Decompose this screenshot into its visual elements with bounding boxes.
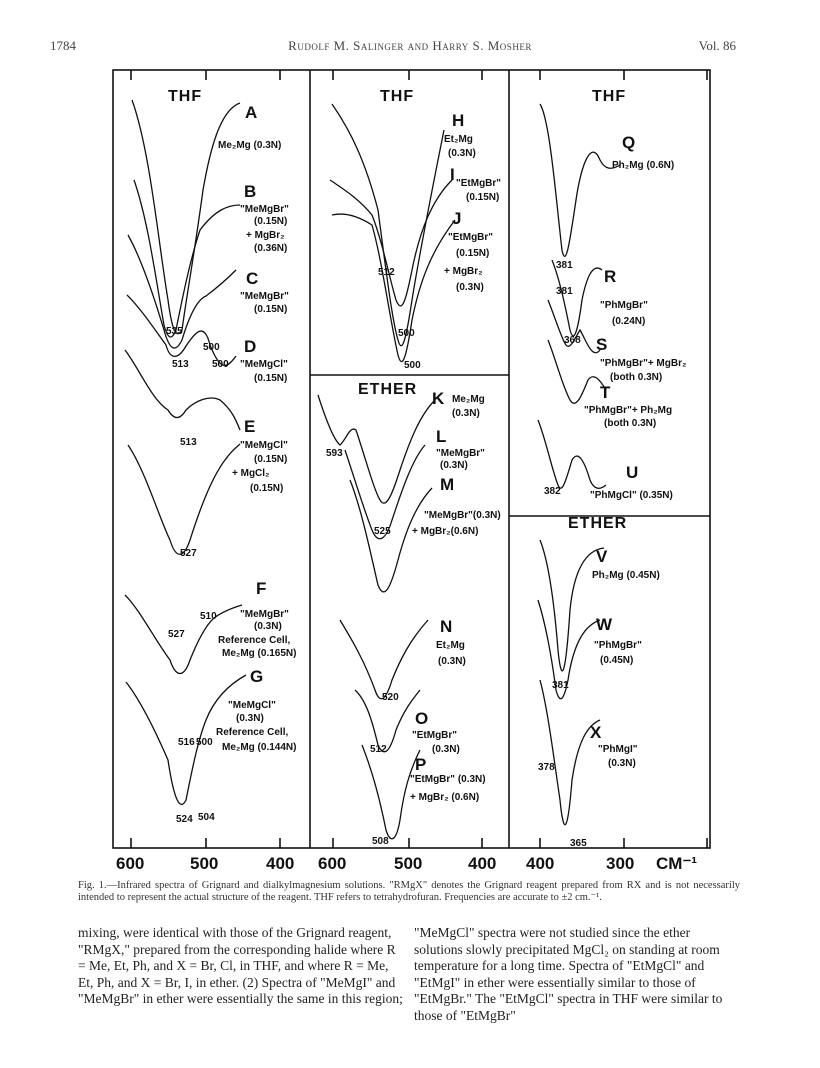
panel-1-title: THF: [168, 88, 203, 105]
spectrum-label: (both 0.3N): [610, 372, 663, 383]
body-column-right: [414, 925, 739, 1024]
spectrum-label: "MeMgCl": [240, 440, 288, 451]
tick-label: 600: [116, 854, 145, 873]
spectrum-letter: U: [626, 463, 639, 482]
spectrum-label: Me₂Mg (0.144N): [222, 742, 297, 753]
peak-label: 382: [544, 486, 561, 497]
peak-label: 500: [398, 328, 415, 339]
spectrum-label: "PhMgBr": [600, 300, 648, 311]
spectrum-letter: M: [440, 475, 455, 494]
spectrum-label: (0.15N): [466, 192, 500, 203]
panel-3-title: ETHER: [358, 381, 418, 398]
spectrum-letter: V: [596, 547, 608, 566]
tick-label: 300: [606, 854, 635, 873]
spectrum-label: (0.15N): [250, 483, 284, 494]
spectrum-traces: [125, 100, 620, 839]
trace-U: [538, 420, 606, 488]
peak-label: 500: [404, 360, 421, 371]
spectrum-label: "MeMgBr": [240, 204, 289, 215]
tick-label: 400: [468, 854, 497, 873]
trace-B: [134, 180, 240, 337]
peak-label: 378: [538, 762, 555, 773]
trace-N: [340, 620, 428, 699]
spectrum-letter: T: [600, 383, 611, 402]
figure-caption: Fig. 1.—Infrared spectra of Grignard and dialkylmagnesium solutions. "RMgX" denotes the Grignard reagent prepared from RX and is not necessarily intended to represent the actual structure of the reagent. THF refers to tetrahydrofuran. Frequencies are accurate to ±2 cm.⁻¹.: [78, 880, 740, 903]
axis-unit-label: CM⁻¹: [656, 854, 698, 873]
trace-A: [132, 100, 240, 334]
trace-L: [345, 445, 425, 539]
spectrum-label: (0.3N): [236, 713, 264, 724]
spectrum-letter: C: [246, 269, 259, 288]
spectrum-letter: X: [590, 723, 602, 742]
spectrum-label: "MeMgBr": [240, 291, 289, 302]
peak-label: 500: [196, 737, 213, 748]
body-paragraph: "MeMgCl" spectra were not studied since the ether solutions slowly precipitated MgCl₂ on standing at room temperature for a long time. Spectra of "EtMgCl" and "EtMgI" in ether were essentially similar to those of "EtMgBr." The "EtMgCl" spectra in THF were similar to those of "EtMgBr": [414, 925, 723, 1023]
spectrum-label: + MgBr₂ (0.6N): [410, 792, 480, 803]
spectrum-label: + MgCl₂: [232, 468, 270, 479]
panel-2-title: THF: [380, 88, 415, 105]
tick-label: 400: [526, 854, 555, 873]
spectrum-letter: L: [436, 427, 447, 446]
page-number: 1784: [50, 38, 76, 53]
trace-Q: [540, 104, 620, 256]
peak-label: 525: [374, 526, 391, 537]
running-head: Rudolf M. Salinger and Harry S. Mosher: [288, 38, 532, 53]
peak-label: 520: [382, 692, 399, 703]
spectrum-label: "EtMgBr": [448, 232, 494, 243]
spectrum-label: (0.15N): [254, 216, 288, 227]
volume-label: Vol. 86: [698, 38, 736, 53]
spectrum-letter: H: [452, 111, 465, 130]
spectrum-label: (0.15N): [254, 373, 288, 384]
spectrum-label: Ph₂Mg (0.45N): [592, 570, 660, 581]
trace-J: [332, 214, 455, 362]
trace-E2: [128, 444, 240, 554]
spectrum-label: (0.36N): [254, 243, 288, 254]
spectrum-label: "MeMgBr": [240, 609, 289, 620]
spectrum-label: Et₂Mg: [444, 134, 473, 145]
spectrum-label: (0.24N): [612, 316, 646, 327]
spectrum-label: "EtMgBr": [412, 730, 458, 741]
trace-X: [540, 680, 600, 825]
spectrum-letter: S: [596, 335, 608, 354]
peak-label: 513: [180, 437, 197, 448]
peak-label: 535: [166, 326, 183, 337]
peak-label: 510: [200, 611, 217, 622]
spectrum-label: "MeMgBr"(0.3N): [424, 510, 501, 521]
spectrum-letter: F: [256, 579, 267, 598]
peak-label: 365: [570, 838, 587, 849]
spectrum-label: (0.3N): [438, 656, 466, 667]
spectrum-label: Reference Cell,: [218, 635, 291, 646]
spectrum-label: Me₂Mg (0.165N): [222, 648, 297, 659]
spectrum-label: (0.3N): [440, 460, 468, 471]
spectrum-letter: R: [604, 267, 617, 286]
peak-label: 500: [212, 359, 229, 370]
spectrum-label: (0.3N): [432, 744, 460, 755]
spectrum-label: + MgBr₂(0.6N): [412, 526, 479, 537]
peak-label: 512: [378, 267, 395, 278]
panel-4-title: THF: [592, 88, 627, 105]
spectrum-label: (both 0.3N): [604, 418, 657, 429]
spectrum-label: (0.3N): [448, 148, 476, 159]
peak-label: 527: [180, 548, 197, 559]
spectrum-label: (0.3N): [452, 408, 480, 419]
spectrum-label: (0.15N): [456, 248, 490, 259]
spectrum-letter: A: [245, 103, 258, 122]
tick-label: 500: [394, 854, 423, 873]
peak-label: 593: [326, 448, 343, 459]
spectrum-label: "PhMgBr": [594, 640, 642, 651]
peak-label: 500: [203, 342, 220, 353]
peak-label: 527: [168, 629, 185, 640]
spectrum-label: "MeMgBr": [436, 448, 485, 459]
peak-label: 524: [176, 814, 193, 825]
spectrum-label: Et₂Mg: [436, 640, 465, 651]
spectrum-letter: I: [450, 165, 455, 184]
spectrum-letter: J: [452, 209, 462, 228]
peak-label: 368: [564, 335, 581, 346]
spectrum-label: "MeMgCl": [240, 359, 288, 370]
peak-label: 516: [178, 737, 195, 748]
trace-H: [332, 104, 444, 346]
spectrum-label: "EtMgBr": [456, 178, 502, 189]
peak-label: 512: [370, 744, 387, 755]
spectrum-label: "PhMgBr"+ MgBr₂: [600, 358, 687, 369]
spectrum-label: (0.45N): [600, 655, 634, 666]
spectrum-label: "PhMgI": [598, 744, 638, 755]
tick-label: 600: [318, 854, 347, 873]
spectrum-letter: K: [432, 389, 445, 408]
spectrum-label: Me₂Mg: [452, 394, 485, 405]
spectrum-letter: D: [244, 337, 257, 356]
spectrum-label: Reference Cell,: [216, 727, 289, 738]
trace-W: [538, 600, 600, 699]
trace-I: [330, 180, 452, 306]
peak-label: 508: [372, 836, 389, 847]
spectrum-label: Ph₂Mg (0.6N): [612, 160, 675, 171]
spectrum-label: (0.3N): [254, 621, 282, 632]
spectrum-letter: N: [440, 617, 453, 636]
spectrum-letter: W: [596, 615, 613, 634]
spectrum-label: "PhMgBr"+ Ph₂Mg: [584, 405, 673, 416]
tick-label: 400: [266, 854, 295, 873]
spectrum-label: (0.3N): [608, 758, 636, 769]
spectrum-label: "MeMgCl": [228, 700, 276, 711]
spectrum-letter: E: [244, 417, 256, 436]
peak-label: 381: [552, 680, 569, 691]
spectrum-label: "PhMgCl" (0.35N): [590, 490, 673, 501]
spectrum-label: (0.15N): [254, 304, 288, 315]
body-paragraph: mixing, were identical with those of the Grignard reagent, "RMgX," prepared from the corresponding halide where R = Me, Et, Ph, and X = Br, Cl, in THF, and where R = Me, Et, Ph, and X = Br, I, in ether. (2) Spectra of "MeMgI" and "MeMgBr" in ether were essentially the same in this region;: [78, 925, 403, 1006]
spectrum-letter: Q: [622, 133, 636, 152]
spectrum-label: + MgBr₂: [246, 230, 285, 241]
spectrum-label: + MgBr₂: [444, 266, 483, 277]
spectrum-letter: G: [250, 667, 264, 686]
spectrum-letter: P: [415, 755, 427, 774]
spectrum-letter: B: [244, 182, 257, 201]
peak-label: 381: [556, 286, 573, 297]
spectrum-label: Me₂Mg (0.3N): [218, 140, 282, 151]
spectrum-label: (0.15N): [254, 454, 288, 465]
peak-label: 504: [198, 812, 215, 823]
tick-label: 500: [190, 854, 219, 873]
trace-R: [552, 260, 602, 336]
spectrum-letter: O: [415, 709, 429, 728]
spectrum-label: (0.3N): [456, 282, 484, 293]
peak-label: 381: [556, 260, 573, 271]
panel-5-title: ETHER: [568, 515, 628, 532]
spectrum-label: "EtMgBr" (0.3N): [410, 774, 486, 785]
peak-label: 513: [172, 359, 189, 370]
body-column-left: [78, 925, 403, 1008]
